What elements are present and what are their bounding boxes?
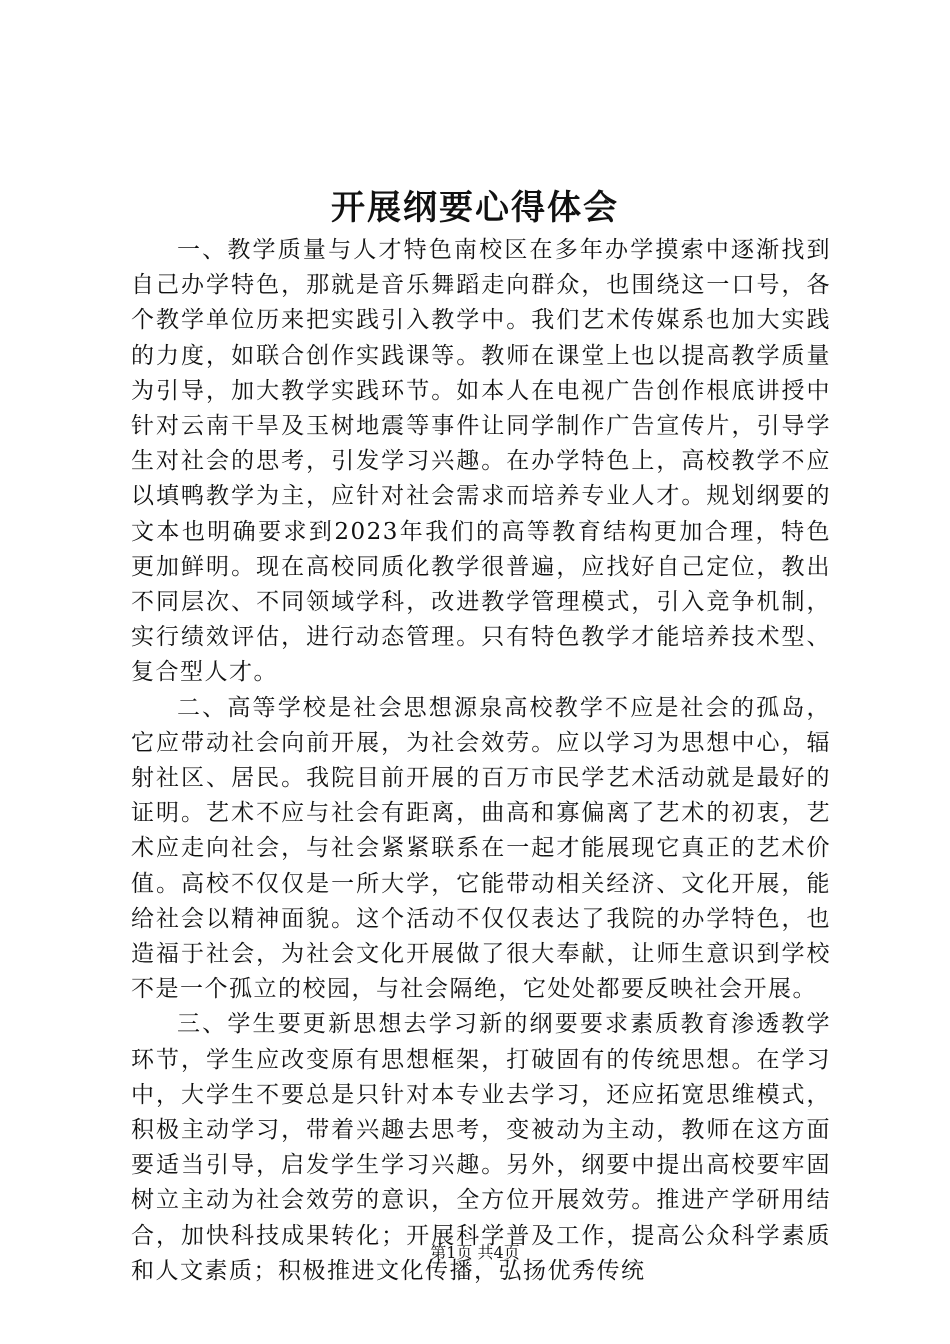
paragraph-2: 二、高等学校是社会思想源泉高校教学不应是社会的孤岛，它应带动社会向前开展，为社会效劳。应以学习为思想中心，辐射社区、居民。我院目前开展的百万市民学艺术活动就是最好的证明。艺术不应与社会有距离，曲高和寡偏离了艺术的初衷，艺术应走向社会，与社会紧紧联系在一起才能展现它真正的艺术价值。高校不仅仅是一所大学，它能带动相关经济、文化开展，能给社会以精神面貌。这个活动不仅仅表达了我院的办学特色，也造福于社会，为社会文化开展做了很大奉献，让师生意识到学校不是一个孤立的校园，与社会隔绝，它处处都要反映社会开展。 (131, 694, 831, 1003)
paragraph-1: 一、教学质量与人才特色南校区在多年办学摸索中逐渐找到自己办学特色，那就是音乐舞蹈走向群众，也围绕这一口号，各个教学单位历来把实践引入教学中。我们艺术传媒系也加大实践的力度，如联合创作实践课等。教师在课堂上也以提高教学质量为引导，加大教学实践环节。如本人在电视广告创作根底讲授中针对云南干旱及玉树地震等事件让同学制作广告宣传片，引导学生对社会的思考，引发学习兴趣。在办学特色上，高校教学不应以填鸭教学为主，应针对社会需求而培养专业人才。规划纲要的文本也明确要求到2023年我们的高等教育结构更加合理，特色更加鲜明。现在高校同质化教学很普遍，应找好自己定位，教出不同层次、不同领域学科，改进教学管理模式，引入竞争机制，实行绩效评估，进行动态管理。只有特色教学才能培养技术型、复合型人才。 (131, 237, 831, 686)
document-title: 开展纲要心得体会 (331, 188, 619, 228)
document-body (131, 233, 831, 1289)
page-footer: 第1页 共4页 (430, 1243, 520, 1262)
paragraph-3: 三、学生要更新思想去学习新的纲要要求素质教育渗透教学环节，学生应改变原有思想框架，打破固有的传统思想。在学习中，大学生不要总是只针对本专业去学习，还应拓宽思维模式，积极主动学习，带着兴趣去思考，变被动为主动，教师在这方面要适当引导，启发学生学习兴趣。另外，纲要中提出高校要牢固树立主动为社会效劳的意识，全方位开展效劳。推进产学研用结合，加快科技成果转化；开展科学普及工作，提高公众科学素质和人文素质；积极推进文化传播，弘扬优秀传统 (131, 1011, 831, 1284)
